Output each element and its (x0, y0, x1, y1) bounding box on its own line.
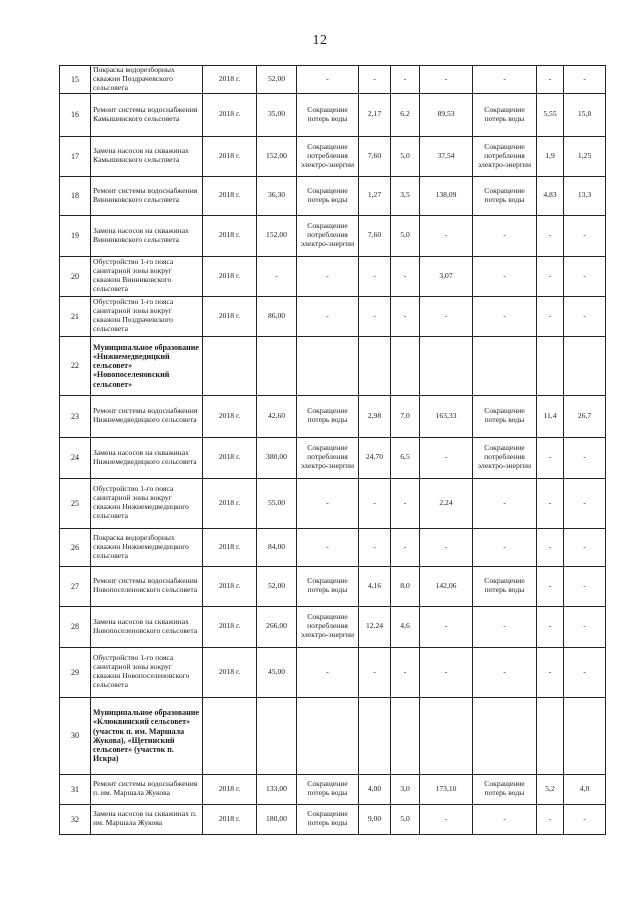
sum-cell: - (257, 256, 297, 296)
measures-table (59, 65, 606, 835)
value-d-cell (537, 336, 564, 395)
effect-cell: Сокращение потребления электро-энергии (297, 606, 359, 647)
table-row (60, 528, 606, 566)
value-c-cell: - (420, 215, 473, 256)
effect-2-cell: Сокращение потерь воды (473, 395, 537, 437)
value-c-cell: - (420, 66, 473, 94)
effect-cell: - (297, 296, 359, 336)
value-d-cell: - (537, 566, 564, 606)
table-row (60, 395, 606, 437)
value-b-cell (391, 697, 420, 774)
effect-cell: Сокращение потребления электро-энергии (297, 136, 359, 176)
sum-cell: 42,60 (257, 395, 297, 437)
effect-2-cell: - (473, 528, 537, 566)
value-e-cell: - (564, 437, 606, 478)
value-b-cell: 7,0 (391, 395, 420, 437)
table-body (60, 66, 606, 835)
value-c-cell (420, 697, 473, 774)
sum-cell: 52,00 (257, 566, 297, 606)
effect-2-cell: - (473, 256, 537, 296)
table-row (60, 93, 606, 136)
measure-name-cell: Замена насосов на скважинах Винниковского сельсовета (91, 215, 203, 256)
value-e-cell: 1,25 (564, 136, 606, 176)
effect-cell: - (297, 528, 359, 566)
measure-name-cell: Замена насосов на скважинах Камышинского сельсовета (91, 136, 203, 176)
value-c-cell: - (420, 437, 473, 478)
sum-cell: 152,00 (257, 215, 297, 256)
value-e-cell: - (564, 478, 606, 528)
value-c-cell (420, 336, 473, 395)
value-b-cell: - (391, 647, 420, 697)
row-number-cell: 22 (60, 336, 91, 395)
year-cell: 2018 г. (203, 256, 257, 296)
value-d-cell: 5,55 (537, 93, 564, 136)
value-e-cell: - (564, 528, 606, 566)
page-number: 12 (312, 33, 328, 48)
value-a-cell: - (359, 256, 391, 296)
value-b-cell: 3,5 (391, 176, 420, 215)
value-a-cell: - (359, 66, 391, 94)
table-row (60, 774, 606, 804)
value-e-cell: - (564, 566, 606, 606)
row-number-cell: 16 (60, 93, 91, 136)
table-row (60, 437, 606, 478)
sum-cell: 36,30 (257, 176, 297, 215)
value-a-cell: 2,98 (359, 395, 391, 437)
row-number-cell: 29 (60, 647, 91, 697)
table-row (60, 566, 606, 606)
value-e-cell (564, 697, 606, 774)
measure-name-cell: Обустройство 1-го пояса санитарной зоны вокруг скважин Поздрачевского сельсовета (91, 296, 203, 336)
sum-cell: 84,00 (257, 528, 297, 566)
effect-cell: - (297, 647, 359, 697)
year-cell: 2018 г. (203, 647, 257, 697)
effect-cell: Сокращение потерь воды (297, 566, 359, 606)
value-b-cell: - (391, 528, 420, 566)
row-number-cell: 32 (60, 804, 91, 834)
measure-name-cell: Покраска водорезборных скважин Нижнемедведицкого сельсовета (91, 528, 203, 566)
value-d-cell: 1,9 (537, 136, 564, 176)
sum-cell: 45,00 (257, 647, 297, 697)
row-number-cell: 19 (60, 215, 91, 256)
effect-cell: Сокращение потребления электро-энергии (297, 437, 359, 478)
value-d-cell: - (537, 437, 564, 478)
value-b-cell (391, 336, 420, 395)
table-row (60, 176, 606, 215)
value-d-cell: 5,2 (537, 774, 564, 804)
effect-2-cell (473, 336, 537, 395)
sum-cell: 180,00 (257, 804, 297, 834)
value-e-cell: - (564, 606, 606, 647)
value-e-cell: - (564, 647, 606, 697)
value-c-cell: - (420, 606, 473, 647)
value-e-cell: 13,3 (564, 176, 606, 215)
section-heading-cell: Муниципальное образование «Клюквинский сельсовет» (участок п. им. Маршала Жукова), «Щетинский сельсовет» (участок п. Искра) (91, 697, 203, 774)
value-d-cell: - (537, 66, 564, 94)
year-cell: 2018 г. (203, 395, 257, 437)
value-a-cell: - (359, 296, 391, 336)
value-c-cell: - (420, 296, 473, 336)
year-cell (203, 336, 257, 395)
value-c-cell: - (420, 804, 473, 834)
value-b-cell: - (391, 478, 420, 528)
measure-name-cell: Замена насосов на скважинах Новопоселеновского сельсовета (91, 606, 203, 647)
year-cell: 2018 г. (203, 774, 257, 804)
value-e-cell: - (564, 296, 606, 336)
value-b-cell: 5,0 (391, 215, 420, 256)
table-row (60, 136, 606, 176)
measure-name-cell: Ремонт системы водоснабжения п. им. Маршала Жукова (91, 774, 203, 804)
year-cell: 2018 г. (203, 296, 257, 336)
year-cell: 2018 г. (203, 566, 257, 606)
sum-cell: 133,00 (257, 774, 297, 804)
sum-cell: 86,00 (257, 296, 297, 336)
effect-cell (297, 336, 359, 395)
value-d-cell: - (537, 606, 564, 647)
year-cell: 2018 г. (203, 804, 257, 834)
effect-cell: Сокращение потерь воды (297, 93, 359, 136)
value-a-cell: 7,60 (359, 215, 391, 256)
row-number-cell: 21 (60, 296, 91, 336)
sum-cell: 35,00 (257, 93, 297, 136)
measure-name-cell: Ремонт системы водоснабжения Винниковского сельсовета (91, 176, 203, 215)
measure-name-cell: Обустройство 1-го пояса санитарной зоны вокруг скважин Винниковского сельсовета (91, 256, 203, 296)
value-b-cell: 3,0 (391, 774, 420, 804)
table-row (60, 296, 606, 336)
measure-name-cell: Обустройство 1-го пояса санитарной зоны вокруг скважин Новопоселеновского сельсовета (91, 647, 203, 697)
table-row (60, 256, 606, 296)
value-d-cell (537, 697, 564, 774)
row-number-cell: 27 (60, 566, 91, 606)
effect-2-cell: Сокращение потребления электро-энергии (473, 437, 537, 478)
sum-cell: 152,00 (257, 136, 297, 176)
effect-cell: Сокращение потерь воды (297, 176, 359, 215)
year-cell: 2018 г. (203, 528, 257, 566)
sum-cell (257, 336, 297, 395)
value-d-cell: - (537, 296, 564, 336)
value-c-cell: 173,10 (420, 774, 473, 804)
sum-cell: 55,00 (257, 478, 297, 528)
value-d-cell: - (537, 478, 564, 528)
effect-cell: Сокращение потерь воды (297, 804, 359, 834)
year-cell: 2018 г. (203, 66, 257, 94)
effect-cell: - (297, 478, 359, 528)
section-heading-cell: Муниципальное образование «Нижнемедведицкий сельсовет» «Новопоселеновский сельсовет» (91, 336, 203, 395)
value-e-cell: - (564, 215, 606, 256)
measure-name-cell: Ремонт системы водоснабжения Камышинского сельсовета (91, 93, 203, 136)
sum-cell (257, 697, 297, 774)
value-c-cell: 37,54 (420, 136, 473, 176)
row-number-cell: 20 (60, 256, 91, 296)
value-a-cell: 7,60 (359, 136, 391, 176)
value-a-cell: 2,17 (359, 93, 391, 136)
value-e-cell: - (564, 66, 606, 94)
effect-2-cell: - (473, 215, 537, 256)
year-cell (203, 697, 257, 774)
row-number-cell: 18 (60, 176, 91, 215)
value-a-cell (359, 336, 391, 395)
effect-cell: - (297, 66, 359, 94)
value-a-cell: - (359, 478, 391, 528)
effect-2-cell: Сокращение потерь воды (473, 566, 537, 606)
year-cell: 2018 г. (203, 93, 257, 136)
value-c-cell: 89,53 (420, 93, 473, 136)
table-row (60, 804, 606, 834)
value-c-cell: 142,06 (420, 566, 473, 606)
value-d-cell: - (537, 647, 564, 697)
value-e-cell: 26,7 (564, 395, 606, 437)
row-number-cell: 25 (60, 478, 91, 528)
table-row (60, 215, 606, 256)
value-a-cell: 12,24 (359, 606, 391, 647)
value-a-cell (359, 697, 391, 774)
value-d-cell: 4,83 (537, 176, 564, 215)
row-number-cell: 24 (60, 437, 91, 478)
value-d-cell: - (537, 528, 564, 566)
year-cell: 2018 г. (203, 136, 257, 176)
measure-name-cell: Ремонт системы водоснабжения Нижнемедведицкого сельсовета (91, 395, 203, 437)
measure-name-cell: Покраска водорезборных скважин Поздрачевского сельсовета (91, 66, 203, 94)
row-number-cell: 31 (60, 774, 91, 804)
value-b-cell: - (391, 256, 420, 296)
year-cell: 2018 г. (203, 215, 257, 256)
value-d-cell: - (537, 215, 564, 256)
value-a-cell: 24,70 (359, 437, 391, 478)
value-c-cell: 3,07 (420, 256, 473, 296)
value-b-cell: 6,2 (391, 93, 420, 136)
table-row (60, 336, 606, 395)
value-a-cell: - (359, 528, 391, 566)
row-number-cell: 23 (60, 395, 91, 437)
value-d-cell: 11,4 (537, 395, 564, 437)
year-cell: 2018 г. (203, 176, 257, 215)
value-c-cell: - (420, 528, 473, 566)
row-number-cell: 15 (60, 66, 91, 94)
effect-2-cell: - (473, 296, 537, 336)
measure-name-cell: Обустройство 1-го пояса санитарной зоны вокруг скважин Нижнемедведицкого сельсовета (91, 478, 203, 528)
row-number-cell: 30 (60, 697, 91, 774)
value-e-cell: 15,8 (564, 93, 606, 136)
value-e-cell (564, 336, 606, 395)
year-cell: 2018 г. (203, 478, 257, 528)
value-e-cell: - (564, 804, 606, 834)
value-c-cell: 2,24 (420, 478, 473, 528)
table-row (60, 606, 606, 647)
value-b-cell: 5,0 (391, 136, 420, 176)
value-b-cell: 4,6 (391, 606, 420, 647)
row-number-cell: 28 (60, 606, 91, 647)
value-a-cell: - (359, 647, 391, 697)
value-e-cell: - (564, 256, 606, 296)
effect-cell (297, 697, 359, 774)
value-c-cell: 138,09 (420, 176, 473, 215)
effect-2-cell: Сокращение потерь воды (473, 774, 537, 804)
row-number-cell: 26 (60, 528, 91, 566)
effect-2-cell: - (473, 478, 537, 528)
sum-cell: 52,00 (257, 66, 297, 94)
sum-cell: 380,00 (257, 437, 297, 478)
effect-2-cell: Сокращение потерь воды (473, 176, 537, 215)
value-b-cell: - (391, 296, 420, 336)
table-row (60, 647, 606, 697)
sum-cell: 266,00 (257, 606, 297, 647)
value-d-cell: - (537, 804, 564, 834)
value-d-cell: - (537, 256, 564, 296)
measure-name-cell: Замена насосов на скважинах Нижнемедведицкого сельсовета (91, 437, 203, 478)
effect-cell: - (297, 256, 359, 296)
year-cell: 2018 г. (203, 437, 257, 478)
value-a-cell: 4,00 (359, 774, 391, 804)
measure-name-cell: Ремонт системы водоснабжения Новопоселеновского сельсовета (91, 566, 203, 606)
effect-2-cell: - (473, 606, 537, 647)
value-b-cell: 6,5 (391, 437, 420, 478)
value-a-cell: 1,27 (359, 176, 391, 215)
value-b-cell: - (391, 66, 420, 94)
value-e-cell: 4,0 (564, 774, 606, 804)
table-row (60, 66, 606, 94)
effect-2-cell: Сокращение потерь воды (473, 93, 537, 136)
effect-2-cell: - (473, 66, 537, 94)
table-row (60, 697, 606, 774)
effect-cell: Сокращение потерь воды (297, 774, 359, 804)
table-row (60, 478, 606, 528)
effect-2-cell: - (473, 647, 537, 697)
value-c-cell: 163,33 (420, 395, 473, 437)
effect-cell: Сокращение потребления электро-энергии (297, 215, 359, 256)
value-b-cell: 5,0 (391, 804, 420, 834)
value-a-cell: 9,00 (359, 804, 391, 834)
value-b-cell: 8,0 (391, 566, 420, 606)
value-c-cell: - (420, 647, 473, 697)
effect-2-cell (473, 697, 537, 774)
measure-name-cell: Замена насосов на скважинах п. им. Маршала Жукова (91, 804, 203, 834)
year-cell: 2018 г. (203, 606, 257, 647)
value-a-cell: 4,16 (359, 566, 391, 606)
effect-2-cell: Сокращение потребления электро-энергии (473, 136, 537, 176)
effect-2-cell: - (473, 804, 537, 834)
effect-cell: Сокращение потерь воды (297, 395, 359, 437)
row-number-cell: 17 (60, 136, 91, 176)
